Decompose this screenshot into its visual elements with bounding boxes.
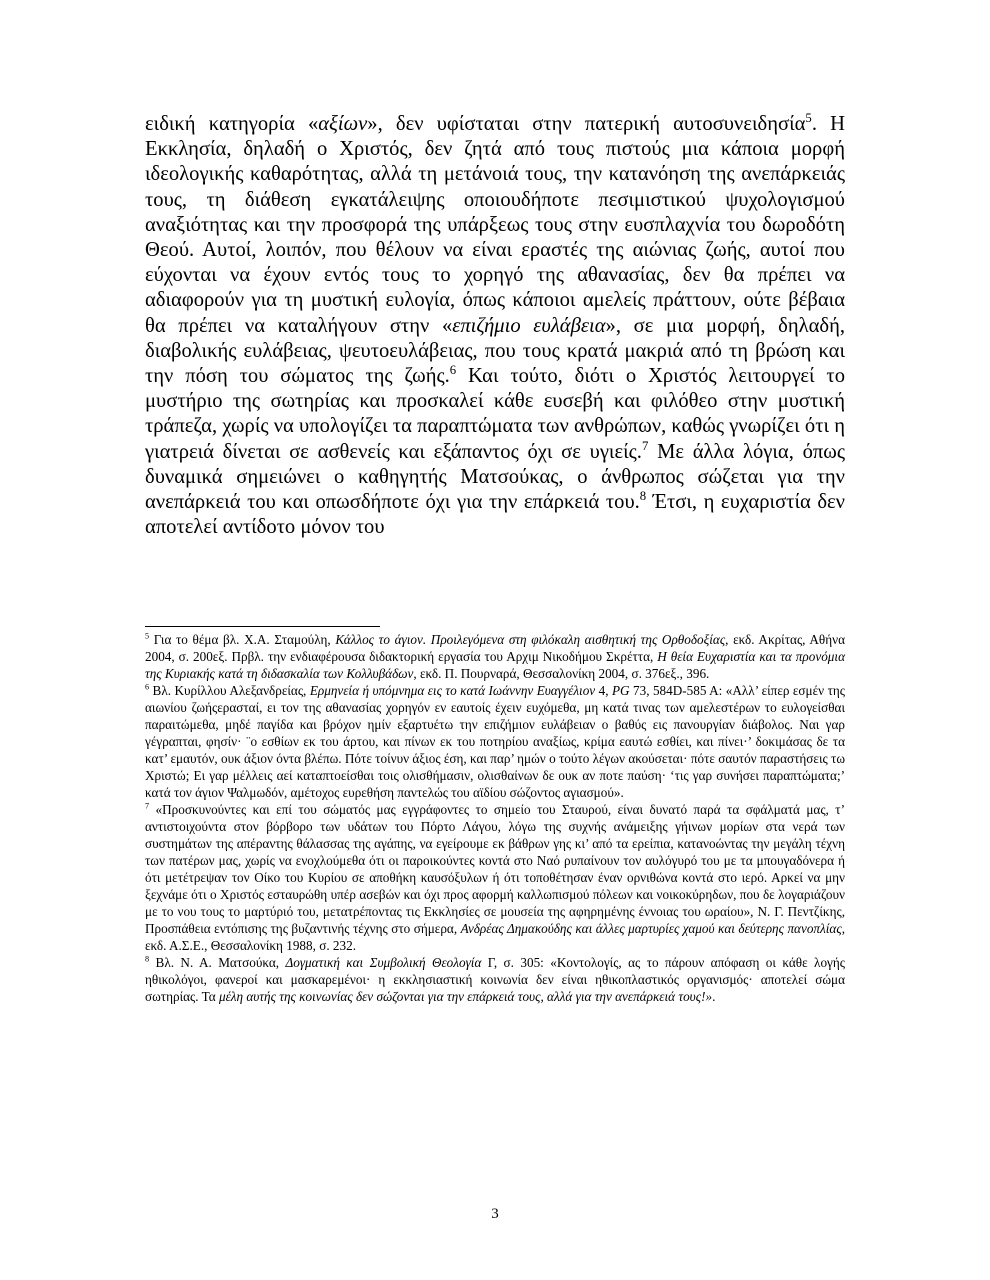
footnote-italic-text: μέλη αυτής της κοινωνίας δεν σώζονται για την επάρκειά τους, αλλά για την ανεπάρκειά τους!»: [218, 989, 713, 1004]
footnote-italic-text: Ανδρέας Δημακούδης και άλλες μαρτυρίες χαμού και δεύτερης πανοπλίας: [460, 921, 842, 936]
footnote-number: 6: [145, 682, 150, 692]
footnote-italic-text: Δογματική και Συμβολική Θεολογία: [285, 955, 482, 970]
footnote-number: 8: [145, 954, 150, 964]
footnote-italic-text: Κάλλος το άγιον. Προιλεγόμενα στη φιλόκαλη αισθητική της Ορθοδοξίας: [335, 632, 726, 647]
footnote-text: «Προσκυνούντες και επί του σώματός μας εγγράφοντες το σημείο του Σταυρού, είναι δυνατό παρά τα σφάλματά μας, τ’ αντιστοιχούντα στον βόρβορο των υδάτων του Πόρτο Λάγου, λόγω της συχνής ανάμειξης γήινων μορίων στα νερά των συστημάτων της απέραντης θάλασσας της αγάπης, να εγείρουμε εκ βάθρων γης κι’ από τα ερείπια, κατανοώντας την μεγάλη τέχνη των πατέρων μας, χωρίς να ενοχλούμεθα ότι οι παροικούντες κοντά στο Ναό ρυπαίνουν τον αυλόγυρό του με τα μπουγαδόνερα ή ότι μετέτρεψαν τον Οίκο του Κυρίου σε αποθήκη καυσόξυλων ή ότι τοποθέτησαν έναν ορνιθώνα κοντά στο ιερό. Αρκεί να μην ξεχνάμε ότι ο Χριστός εσταυρώθη υπέρ ασεβών και όχι προς αφορμή καλλωπισμού πόλεων και νοικοκύρηδων, που δε λογαριάζουν με το νου τους το μαρτύριό του, μετατρέποντας τις Εκκλησίες σε μουσεία της αφηρημένης έννοιας του ωραίου», Ν. Γ. Πεντζίκης, Προσπάθεια εντόπισης της βυζαντινής τέχνης στο σήμερα,: [145, 802, 845, 936]
footnote-6: [145, 682, 845, 801]
footnote-text: .: [712, 989, 716, 1004]
footnote-italic-text: Ερμηνεία ή υπόμνημα εις το κατά Ιωάννην Ευαγγέλιον: [309, 683, 596, 698]
footnote-text: Γ, σ. 305: «Κοντολογίς, ας το πάρουν απόφαση οι κάθε λογής ηθικολόγοι, φανεροί και μασκαρεμένοι· η εκκλησιαστική κοινωνία δεν είναι ηθικοπλαστικός οργανισμός· αποτελεί σώμα σωτηρίας. Τα: [145, 955, 845, 1004]
footnote-text: , εκδ. Ακρίτας, Αθήνα 2004, σ. 200εξ. Πρβλ. την ενδιαφέρουσα διδακτορική εργασία του Αρχιμ Νικοδήμου Σκρέττα,: [145, 632, 845, 664]
footnote-7: [145, 801, 845, 954]
body-text: ειδική κατηγορία «: [145, 113, 319, 135]
main-text: [145, 112, 845, 540]
body-paragraph: [145, 112, 845, 540]
body-text: Με άλλα λόγια, όπως δυναμικά σημειώνει ο καθηγητής Ματσούκας, ο άνθρωπος σώζεται για την ανεπάρκειά του και οπωσδήποτε όχι για την επάρκειά του.: [145, 440, 845, 514]
body-text: Και τούτο, διότι ο Χριστός λειτουργεί το μυστήριο της σωτηρίας και προσκαλεί κάθε ευσεβή και φιλόθεο στην μυστική τράπεζα, χωρίς να υπολογίζει τα παραπτώματα των ανθρώπων, καθώς γνωρίζει ότι η γιατρειά δίνεται σε ασθενείς και εξάπαντος όχι σε υγιείς.: [145, 365, 845, 463]
footnotes-section: [145, 631, 845, 1005]
footnote-8: [145, 954, 845, 1005]
body-text: Έτσι, η ευχαριστία δεν αποτελεί αντίδοτο μόνον του: [145, 491, 845, 539]
footnote-text: Βλ. Ν. Α. Ματσούκα,: [149, 955, 286, 970]
body-text: . Η Εκκλησία, δηλαδή ο Χριστός, δεν ζητά από τους πιστούς μια κάποια μορφή ιδεολογικής καθαρότητας, αλλά τη μετάνοιά τους, την κατανόηση της ανεπάρκειάς τους, τη διάθεση εγκατάλειψης οποιουδήποτε πεσιμιστικού ψυχολογισμού αναξιότητας και την προσφορά της υπάρξεως τους στην ευσπλαχνία του δωροδότη Θεού. Αυτοί, λοιπόν, που θέλουν να είναι εραστές της αιώνιας ζωής, αυτοί που εύχονται να έχουν εντός τους το χορηγό της αθανασίας, δεν θα πρέπει να αδιαφορούν για τη μυστική ευλογία, όπως κάποιοι αμελείς πράττουν, ούτε βέβαια θα πρέπει να καταλήγουν στην «: [145, 113, 845, 337]
footnote-number: 5: [145, 631, 150, 641]
footnote-text: 73, 584D-585 A: «Αλλ’ είπερ εσμέν της αιωνίου ζωήςερασταί, ει τον της αθανασίας χορηγόν εν εαυτοίς έχειν ευχόμεθα, μη κατά τινας των αμελεστέρων το ευλογείσθαι παραιτώμεθα, μηδέ παγίδα και βρόχον ημίν εξαρτυέτω την επιζήμιον ευλάβειαν ο βαθύς εις πανουργίαν διάβολος. Ναι γαρ γέγραπται, φησίν· ¨ο εσθίων εκ του άρτου, και πίνων εκ του ποτηρίου αναξίως, κρίμα εαυτώ εσθίει, και πίνει·’ δοκιμάσας δε τα κατ’ εμαυτόν, ουκ άξιον όντα βλέπω. Πότε τοίνυν άξιος έση, και παρ’ ημών ο τούτο λέγων ακούσεται· πότε σαυτόν παραστήσεις τω Χριστώ; Ει γαρ μέλλεις αεί καταπτοείσθαι τοις ολισθήμασιν, ολισθαίνων δε ουκ αν ποτε παύση· ‘τις γαρ συνήσει παραπτώματα;’ κατά τον άγιον Ψαλμωδόν, αμέτοχος ευρεθήση παντελώς του αϊδίου σώζοντος αγιασμού».: [145, 683, 845, 800]
footnote-italic-text: PG: [611, 683, 630, 698]
footnote-text: Για το θέμα βλ. Χ.Α. Σταμούλη,: [149, 632, 336, 647]
footnote-separator: [145, 626, 380, 627]
body-text: », σε μια μορφή, δηλαδή, διαβολικής ευλάβειας, ψευτοευλάβειας, που τους κρατά μακριά από τη βρώση και την πόση του σώματος της ζωής.: [145, 314, 846, 388]
footnote-text: , εκδ. Α.Σ.Ε., Θεσσαλονίκη 1988, σ. 232.: [145, 921, 845, 953]
footnote-text: Βλ. Κυρίλλου Αλεξανδρείας,: [149, 683, 310, 698]
body-italic-text: αξίων: [318, 113, 368, 135]
footnote-ref-7[interactable]: 7: [641, 438, 649, 453]
footnote-5: [145, 631, 845, 682]
footnote-ref-8[interactable]: 8: [639, 489, 647, 504]
footnote-number: 7: [145, 801, 150, 811]
page-number: 3: [491, 1206, 499, 1222]
footnote-text: 4,: [595, 683, 612, 698]
footnote-italic-text: Η θεία Ευχαριστία και τα προνόμια της Κυριακής κατά τη διδασκαλία των Κολλυβάδων: [145, 649, 845, 681]
body-italic-text: επιζήμιο ευλάβεια: [452, 314, 606, 337]
footnote-text: , εκδ. Π. Πουρναρά, Θεσσαλονίκη 2004, σ. 376εξ., 396.: [413, 666, 710, 681]
body-text: », δεν υφίσταται στην πατερική αυτοσυνειδησία: [367, 113, 806, 135]
footnote-ref-6[interactable]: 6: [449, 363, 457, 378]
footnote-ref-5[interactable]: 5: [805, 111, 812, 126]
